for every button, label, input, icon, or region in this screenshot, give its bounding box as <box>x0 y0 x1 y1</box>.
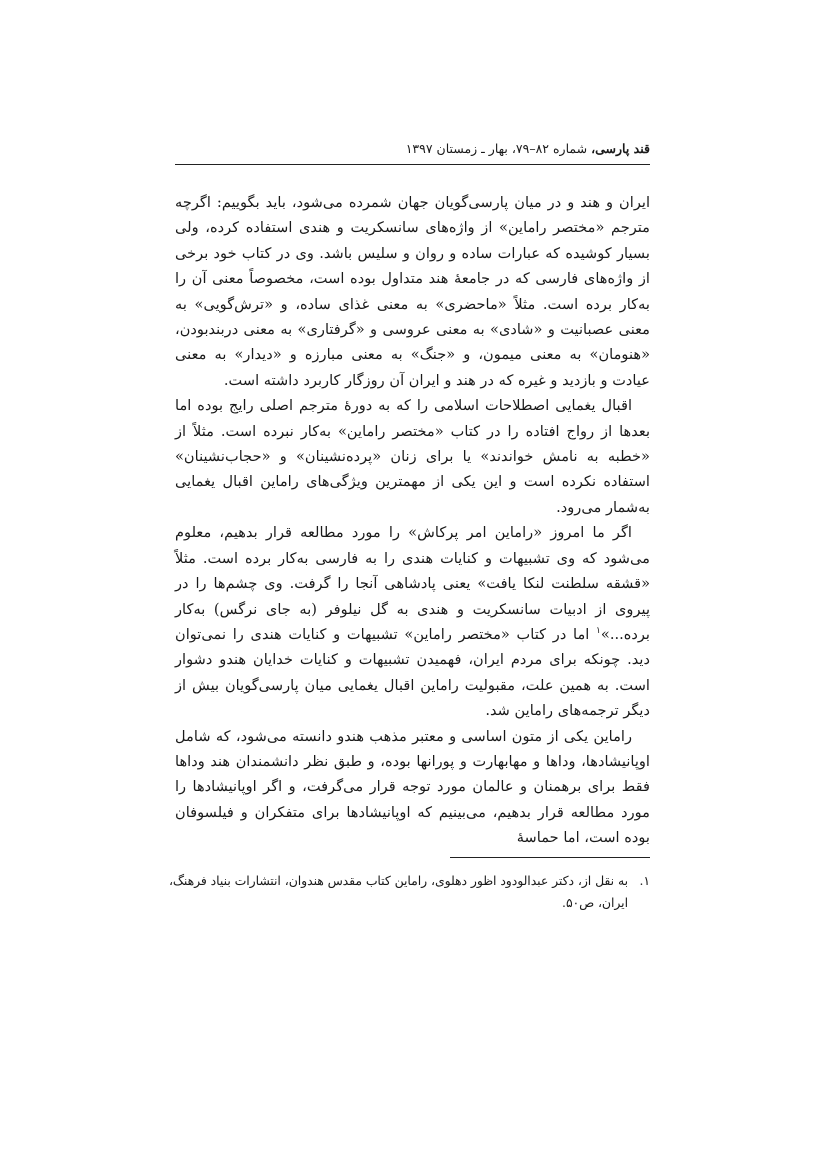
issue-info: شماره ۸۲–۷۹، بهار ـ زمستان ۱۳۹۷ <box>405 141 592 156</box>
footnote-text-1: به نقل از، دکتر عبدالودود اظور دهلوی، راماین کتاب مقدس هندوان، انتشارات بنیاد فرهنگ، <box>168 874 628 888</box>
footnote-text-2: ایران، ص۵۰. <box>562 896 628 910</box>
paragraph-3 <box>175 520 650 723</box>
paragraph-4: راماین یکی از متون اساسی و معتبر مذهب هندو دانسته می‌شود، که شامل اوپانیشادها، وداها و مهابهارت و پورانها بوده، و طبق نظر دانشمندان هند وداها فقط برای برهمنان و عالمان مورد توجه قرار می‌گرفت، و اگر اوپانیشادها را مورد مطالعه قرار بدهیم، می‌بینیم که اوپانیشادها برای متفکران و فیلسوفان بوده است، اما حماسهٔ <box>175 727 650 847</box>
footnote-rule <box>450 857 650 858</box>
header-rule <box>175 164 650 165</box>
footnote-reference[interactable]: ۱ <box>596 626 601 637</box>
body-text <box>175 190 650 851</box>
paragraph-1: ایران و هند و در میان پارسی‌گویان جهان شمرده می‌شود، باید بگوییم: اگرچه مترجم «مختصر راماین» از واژه‌های سانسکریت و هندی استفاده کرده، ولی بسیار کوشیده که عبارات ساده و روان و سلیس باشد. وی در کتاب خود برخی از واژه‌های فارسی که در جامعهٔ هند متداول بوده است، مخصوصاً معنی آن را به‌کار برده است. مثلاً «ماحضری» به معنی غذای ساده، و «ترش‌گویی» به معنی عصبانیت و «شادی» به معنی عروسی و «گرفتاری» به معنی دربندبودن، «هنومان» به معنی میمون، و «جنگ» به معنی مبارزه و «دیدار» به معنی عیادت و بازدید و غیره که در هند و ایران آن روزگار کاربرد داشته است. <box>175 194 650 389</box>
paragraph-3-part-1: اگر ما امروز «راماین امر پرکاش» را مورد مطالعه قرار بدهیم، معلوم می‌شود که وی تشبیهات و کنایات هندی را به فارسی به‌کار برده است. مثلاً «قشقه سلطنت لنکا یافت» یعنی پادشاهی آنجا را گرفت. وی چشم‌ها را در پیروی از ادبیات سانسکریت و هندی به گل نیلوفر (به جای نرگس) به‌کار برده...» <box>175 524 650 643</box>
running-header <box>175 140 650 158</box>
paragraph-2: اقبال یغمایی اصطلاحات اسلامی را که به دورهٔ مترجم اصلی رایج بوده اما بعدها از رواج افتاده را در کتاب «مختصر راماین» به‌کار نبرده است. مثلاً از «خطبه به نامش خواندند» یا برای زنان «پرده‌نشینان» و «حجاب‌نشینان» استفاده نکرده است و این یکی از مهمترین ویژگی‌های راماین اقبال یغمایی به‌شمار می‌رود. <box>175 397 650 516</box>
journal-title: قند پارسی، <box>591 141 650 156</box>
footnote <box>168 870 650 914</box>
footnote-line-1 <box>168 870 650 892</box>
footnote-number: ۱. <box>639 874 650 888</box>
paragraph-3-part-2: اما در کتاب «مختصر راماین» تشبیهات و کنایات هندی را نمی‌توان دید. چونکه برای مردم ایران، فهمیدن تشبیهات و کنایات خدایان هندو دشوار است. به همین علت، مقبولیت راماین اقبال یغمایی میان پارسی‌گویان بیش از دیگر ترجمه‌های راماین شد. <box>175 625 650 720</box>
